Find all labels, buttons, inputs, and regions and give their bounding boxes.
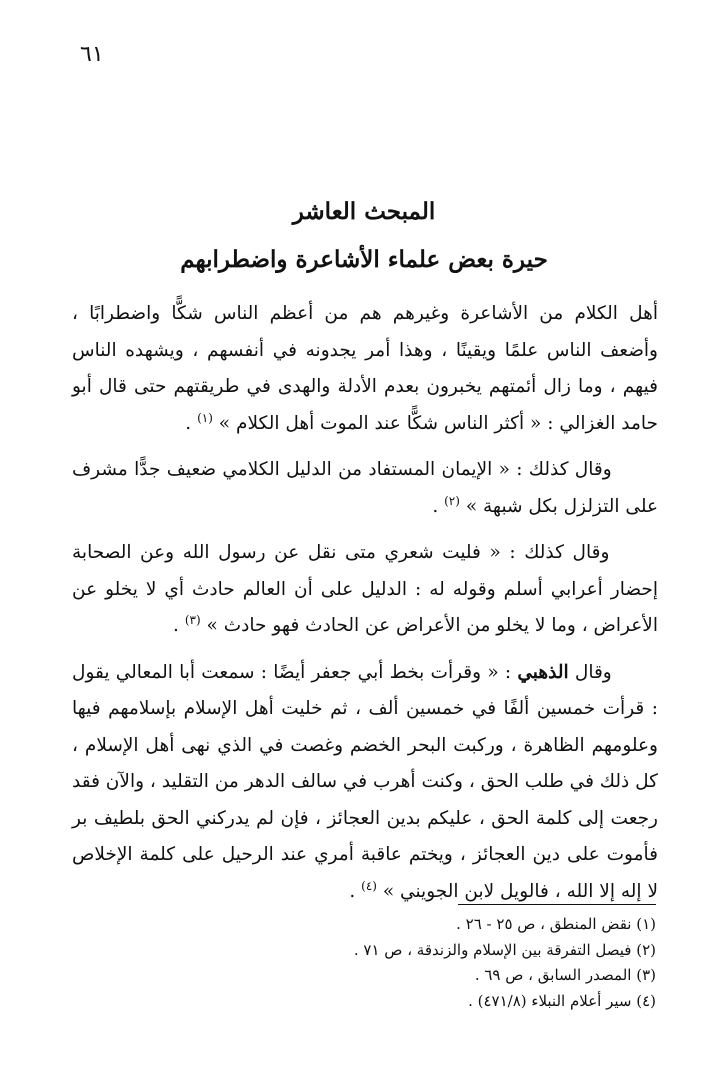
page-number: ٦١ xyxy=(80,42,104,67)
footnote-ref: (٢) xyxy=(444,493,460,508)
paragraph-bold-name: الذهبي xyxy=(517,661,569,683)
paragraph-text: أهل الكلام من الأشاعرة وغيرهم هم من أعظم الناس شكًّا واضطرابًا ، وأضعف الناس علمًا ويقينًا ، وهذا أمر يجدونه في أنفسهم ، ويشهده الناس فيهم ، وما زال أئمتهم يخبرون بعدم الأدلة والهدى في طريقتهم حتى قال أبو حامد الغزالي : « أكثر الناس شكًّا عند الموت أهل الكلام » xyxy=(72,303,658,434)
chapter-subtitle: حيرة بعض علماء الأشاعرة واضطرابهم xyxy=(180,246,548,273)
footnote-4: (٤) سير أعلام النبلاء (٤٧١/٨) . xyxy=(468,991,656,1010)
footnote-ref: (٣) xyxy=(184,612,201,627)
footnotes xyxy=(70,912,656,1014)
footnote-3: (٣) المصدر السابق ، ص ٦٩ . xyxy=(474,966,656,984)
chapter-title: المبحث العاشر xyxy=(292,198,436,225)
paragraph-3 xyxy=(72,535,658,645)
paragraph-1 xyxy=(72,296,658,442)
footnote-ref: (٤) xyxy=(361,878,377,893)
paragraph-text: وقال كذلك : « فليت شعري متى نقل عن رسول الله وعن الصحابة إحضار أعرابي أسلم وقوله له : الدليل على أن العالم حادث أي لا يخلو عن الأعراض ، وما لا يخلو من الأعراض عن الحادث فهو حادث » xyxy=(72,542,658,636)
main-text xyxy=(72,296,658,920)
footnote-divider xyxy=(458,904,656,905)
paragraph-end: . xyxy=(349,880,356,902)
paragraph-end: . xyxy=(185,412,192,434)
paragraph-2 xyxy=(72,452,658,525)
paragraph-text: وقال كذلك : « الإيمان المستفاد من الدليل الكلامي ضعيف جدًّا مشرف على التزلزل بكل شبهة » xyxy=(72,459,658,517)
footnote-1: (١) نقض المنطق ، ص ٢٥ - ٢٦ . xyxy=(456,915,656,933)
paragraph-text: : « وقرأت بخط أبي جعفر أيضًا : سمعت أبا المعالي يقول : قرأت خمسين ألفًا في خمسين ألف ، ثم خليت أهل الإسلام بإسلامهم فيها وعلومهم الظاهرة ، وركبت البحر الخضم وغصت في الذي نهى أهل الإسلام ، كل ذلك في طلب الحق ، وكنت أهرب في سالف الدهر من التقليد ، والآن فقد رجعت إلى كلمة الحق ، عليكم بدين العجائز ، فإن لم يدركني الحق بلطيف بر فأموت على دين العجائز ، ويختم عاقبة أمري عند الرحيل على كلمة الإخلاص لا إله إلا الله ، فالويل لابن الجويني » xyxy=(72,661,658,902)
paragraph-end: . xyxy=(432,495,439,517)
footnote-2: (٢) فيصل التفرقة بين الإسلام والزندقة ، ص ٧١ . xyxy=(353,940,656,959)
paragraph-end: . xyxy=(173,615,179,636)
paragraph-lead: وقال xyxy=(568,661,612,683)
footnote-ref: (١) xyxy=(197,410,213,425)
paragraph-4 xyxy=(72,655,658,911)
